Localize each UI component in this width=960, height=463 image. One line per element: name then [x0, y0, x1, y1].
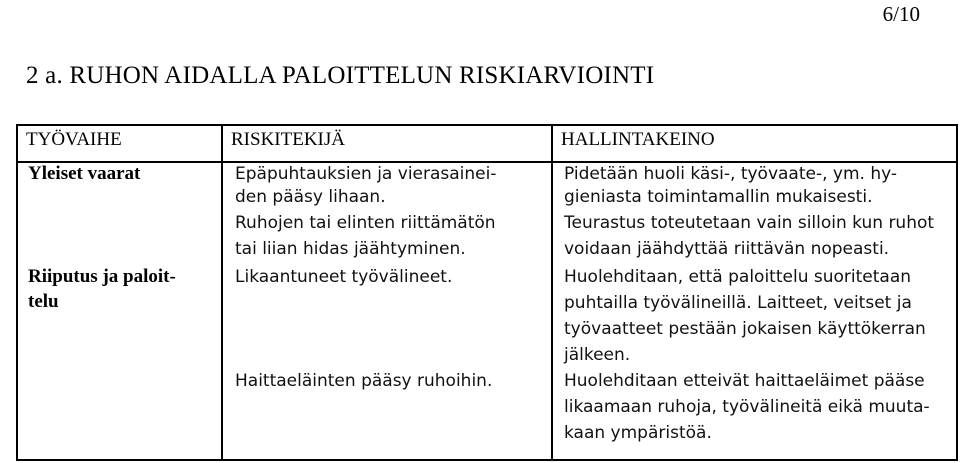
control-line: voidaan jäähdyttää riittävän nopeasti. [564, 239, 890, 259]
control-cell [552, 162, 957, 460]
table-header-row [17, 125, 957, 162]
control-line: puhtailla työvälineillä. Laitteet, veitset ja [564, 293, 912, 313]
header-control: HALLINTAKEINO [552, 125, 957, 162]
control-line: kaan ympäristöä. [564, 423, 712, 443]
risk-table [16, 124, 958, 461]
control-line: jälkeen. [564, 345, 631, 365]
control-line: Teurastus toteutetaan vain silloin kun ruhot [564, 213, 935, 233]
control-line: Huolehditaan etteivät haittaeläimet pääse [564, 371, 925, 391]
header-risk: RISKITEKIJÄ [222, 125, 552, 162]
document-title: 2 a. RUHON AIDALLA PALOITTELUN RISKIARVIOINTI [26, 62, 655, 89]
phase-hanging-line2: telu [28, 291, 59, 312]
header-phase: TYÖVAIHE [17, 125, 222, 162]
risk-line: den pääsy lihaan. [235, 187, 386, 207]
phase-cell [17, 162, 222, 460]
risk-line: Ruhojen tai elinten riittämätön [235, 213, 496, 233]
control-line: työvaatteet pestään jokaisen käyttökerran [564, 319, 926, 339]
table-row [17, 162, 957, 460]
control-line: likaamaan ruhoja, työvälineitä eikä muuta- [564, 397, 930, 417]
risk-cell [222, 162, 552, 460]
page-number: 6/10 [882, 2, 920, 26]
risk-line: Haittaeläinten pääsy ruhoihin. [235, 371, 493, 391]
risk-line: Likaantuneet työvälineet. [235, 267, 453, 287]
phase-hanging-line1: Riiputus ja paloit- [28, 266, 176, 287]
phase-general: Yleiset vaarat [28, 163, 141, 184]
control-line: Huolehditaan, että paloittelu suoritetaan [564, 267, 912, 287]
risk-line: Epäpuhtauksien ja vierasainei- [235, 164, 497, 184]
control-line: Pidetään huoli käsi-, työvaate-, ym. hy- [564, 164, 898, 184]
control-line: gieniasta toimintamallin mukaisesti. [564, 187, 873, 207]
risk-line: tai liian hidas jäähtyminen. [235, 239, 466, 259]
